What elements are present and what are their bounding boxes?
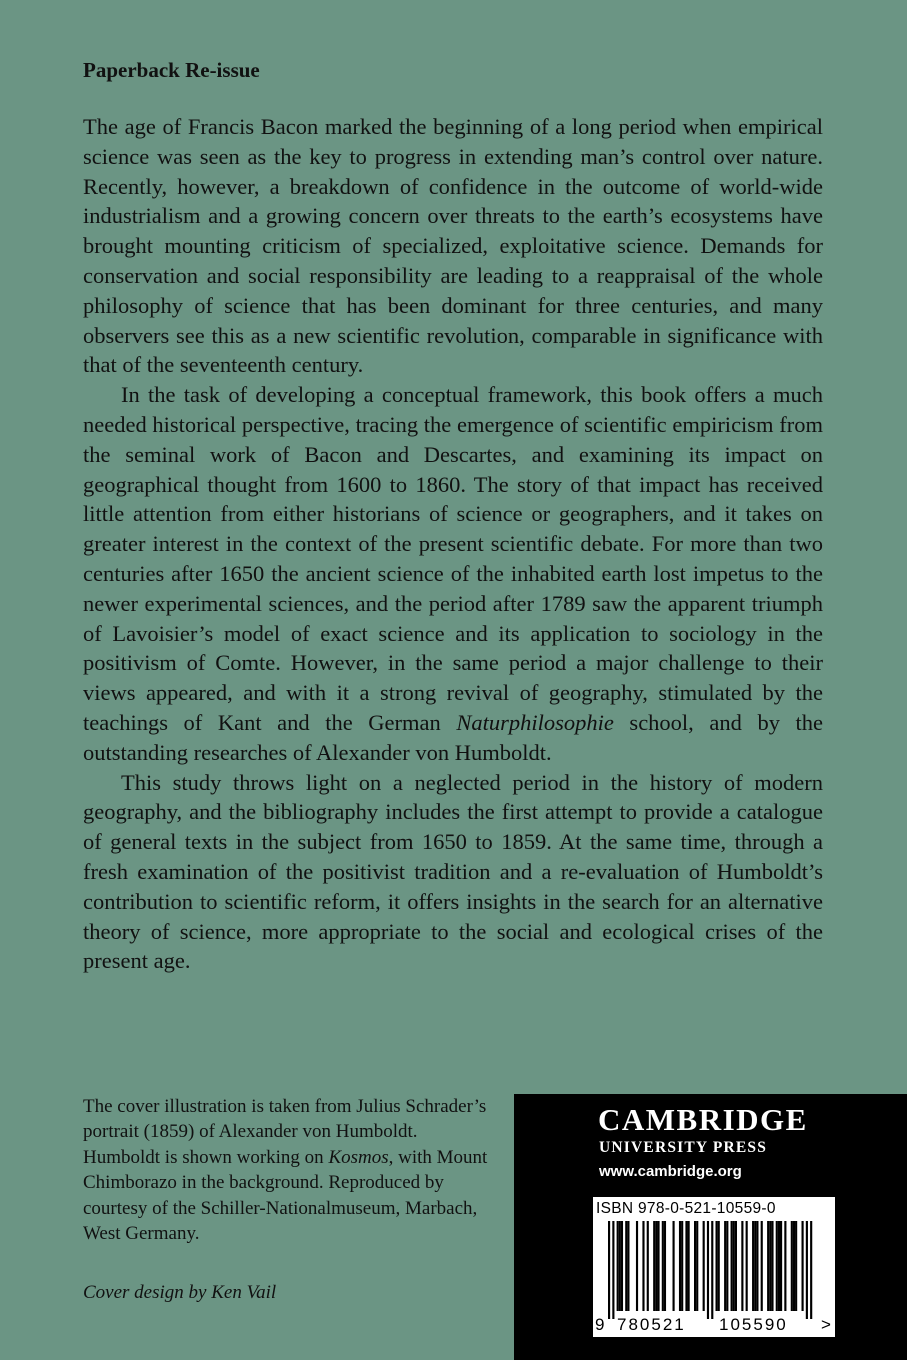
barcode-bar: [707, 1221, 709, 1319]
barcode-icon: [593, 1197, 835, 1337]
barcode-bar: [612, 1221, 614, 1319]
barcode-bars: [608, 1221, 812, 1319]
barcode-bar: [688, 1221, 690, 1311]
blurb-paragraph-2-text-b: school, and by the outstanding researches of Alexander von Humboldt.: [83, 709, 824, 765]
barcode-bar: [655, 1221, 657, 1311]
barcode-bar: [647, 1221, 649, 1311]
barcode-bar: [791, 1221, 793, 1311]
barcode-bar: [636, 1221, 638, 1311]
barcode-bar: [756, 1221, 758, 1311]
barcode-bar: [761, 1221, 763, 1311]
barcode-bar: [810, 1221, 812, 1319]
barcode-panel: [593, 1197, 835, 1337]
kosmos-title: Kosmos: [328, 1146, 389, 1168]
cover-design-credit: Cover design by Ken Vail: [83, 1282, 277, 1303]
credit-text: [83, 1094, 493, 1246]
barcode-bar: [784, 1221, 786, 1311]
barcode-bar: [746, 1221, 748, 1311]
barcode-bar: [780, 1221, 782, 1311]
barcode-bar: [741, 1221, 743, 1311]
barcode-bar: [685, 1221, 687, 1311]
barcode-bar: [767, 1221, 769, 1311]
cover-illustration-credit: [83, 1094, 493, 1246]
barcode-bar: [664, 1221, 666, 1311]
barcode-bar: [718, 1221, 720, 1311]
blurb-paragraph-2-text-a: In the task of developing a conceptual framework, this book offers a much needed historical perspective, tracing the emergence of scientific empiricism from the seminal work of Bacon and Descartes, and examining its impact on geographical thought from 1600 to 1860. The story of that impact has received little attention from either historians of science or geographers, and it takes on greater interest in the context of the present scientific debate. For more than two centuries after 1650 the ancient science of the inhabited earth lost impetus to the newer experimental sciences, and the period after 1789 saw the apparent triumph of Lavoisier’s model of exact science and its application to sociology in the positivism of Comte. However, in the same period a major challenge to their views appeared, and with it a strong revival of geography, stimulated by the teachings of Kant and the German: [83, 382, 823, 735]
barcode-bar: [703, 1221, 705, 1311]
barcode-bar: [619, 1221, 621, 1311]
barcode-bar: [769, 1221, 771, 1311]
barcode-bar: [679, 1221, 681, 1311]
barcode-left-digits: 780521: [617, 1315, 686, 1334]
barcode-bar: [795, 1221, 797, 1311]
barcode-bar: [793, 1221, 795, 1311]
barcode-bar: [642, 1221, 644, 1311]
blurb-paragraph-2: [83, 380, 823, 767]
barcode-bar: [694, 1221, 696, 1311]
naturphilosophie-term: Naturphilosophie: [456, 709, 614, 735]
barcode-bar: [711, 1221, 713, 1319]
isbn-label: ISBN 978-0-521-10559-0: [596, 1200, 776, 1217]
barcode-bar: [802, 1221, 804, 1311]
section-heading: Paperback Re-issue: [83, 58, 260, 82]
publisher-url: www.cambridge.org: [599, 1163, 742, 1180]
barcode-bar: [673, 1221, 675, 1311]
barcode-bar: [778, 1221, 780, 1311]
barcode-bar: [776, 1221, 778, 1311]
barcode-bar: [657, 1221, 659, 1311]
blurb: [83, 112, 823, 976]
barcode-bar: [806, 1221, 808, 1319]
barcode-bar: [724, 1221, 726, 1311]
barcode-bar: [627, 1221, 629, 1311]
barcode-bar: [608, 1221, 610, 1319]
barcode-bar: [752, 1221, 754, 1311]
blurb-paragraph-3: This study throws light on a neglected period in the history of modern geography, and the bibliography includes the first attempt to provide a catalogue of general texts in the subject from 1650 to 1859. At the same time, through a fresh examination of the positivist tradition and a re-evaluation of Humboldt’s contribution to scientific reform, it offers insights in the search for an alternative theory of science, more appropriate to the social and ecological crises of the present age.: [83, 769, 823, 974]
barcode-bar: [621, 1221, 623, 1311]
barcode-bar: [653, 1221, 655, 1311]
barcode-bar: [625, 1221, 627, 1311]
blurb-paragraph-1: The age of Francis Bacon marked the beginning of a long period when empirical science was seen as the key to progress in extending man’s control over nature. Recently, however, a breakdown of confidence in the outcome of world-wide industrialism and a growing concern over threats to the earth’s ecosystems have brought mounting criticism of specialized, exploitative science. Demands for conservation and social responsibility are leading to a reappraisal of the whole philosophy of science that has been dominant for three centuries, and many observers see this as a new scientific revolution, comparable in significance with that of the seventeenth century.: [83, 114, 823, 378]
barcode-bar: [617, 1221, 619, 1311]
credit-text-a: The cover illustration is taken from Julius Schrader’s portrait (1859) of Alexander von Humboldt. Humboldt is shown working on: [83, 1096, 487, 1168]
credit-text-b: , with Mount Chimborazo in the background. Reproduced by courtesy of the Schiller-Nationalmuseum, Marbach, West Germany.: [83, 1146, 488, 1245]
barcode-bar: [726, 1221, 728, 1311]
publisher-subname: UNIVERSITY PRESS: [599, 1139, 768, 1156]
publisher-name: CAMBRIDGE: [598, 1102, 808, 1137]
barcode-bar: [754, 1221, 756, 1311]
barcode-bar: [662, 1221, 664, 1311]
barcode-quiet-mark: >: [821, 1315, 831, 1334]
barcode-lead-digit: 9: [595, 1315, 605, 1334]
publisher-block: [514, 1094, 907, 1360]
barcode-bar: [696, 1221, 698, 1311]
barcode-bar: [735, 1221, 737, 1311]
barcode-bar: [681, 1221, 683, 1311]
barcode-bar: [731, 1221, 733, 1311]
barcode-bar: [771, 1221, 773, 1311]
barcode-bar: [733, 1221, 735, 1311]
barcode-bar: [716, 1221, 718, 1311]
barcode-right-digits: 105590: [719, 1315, 788, 1334]
